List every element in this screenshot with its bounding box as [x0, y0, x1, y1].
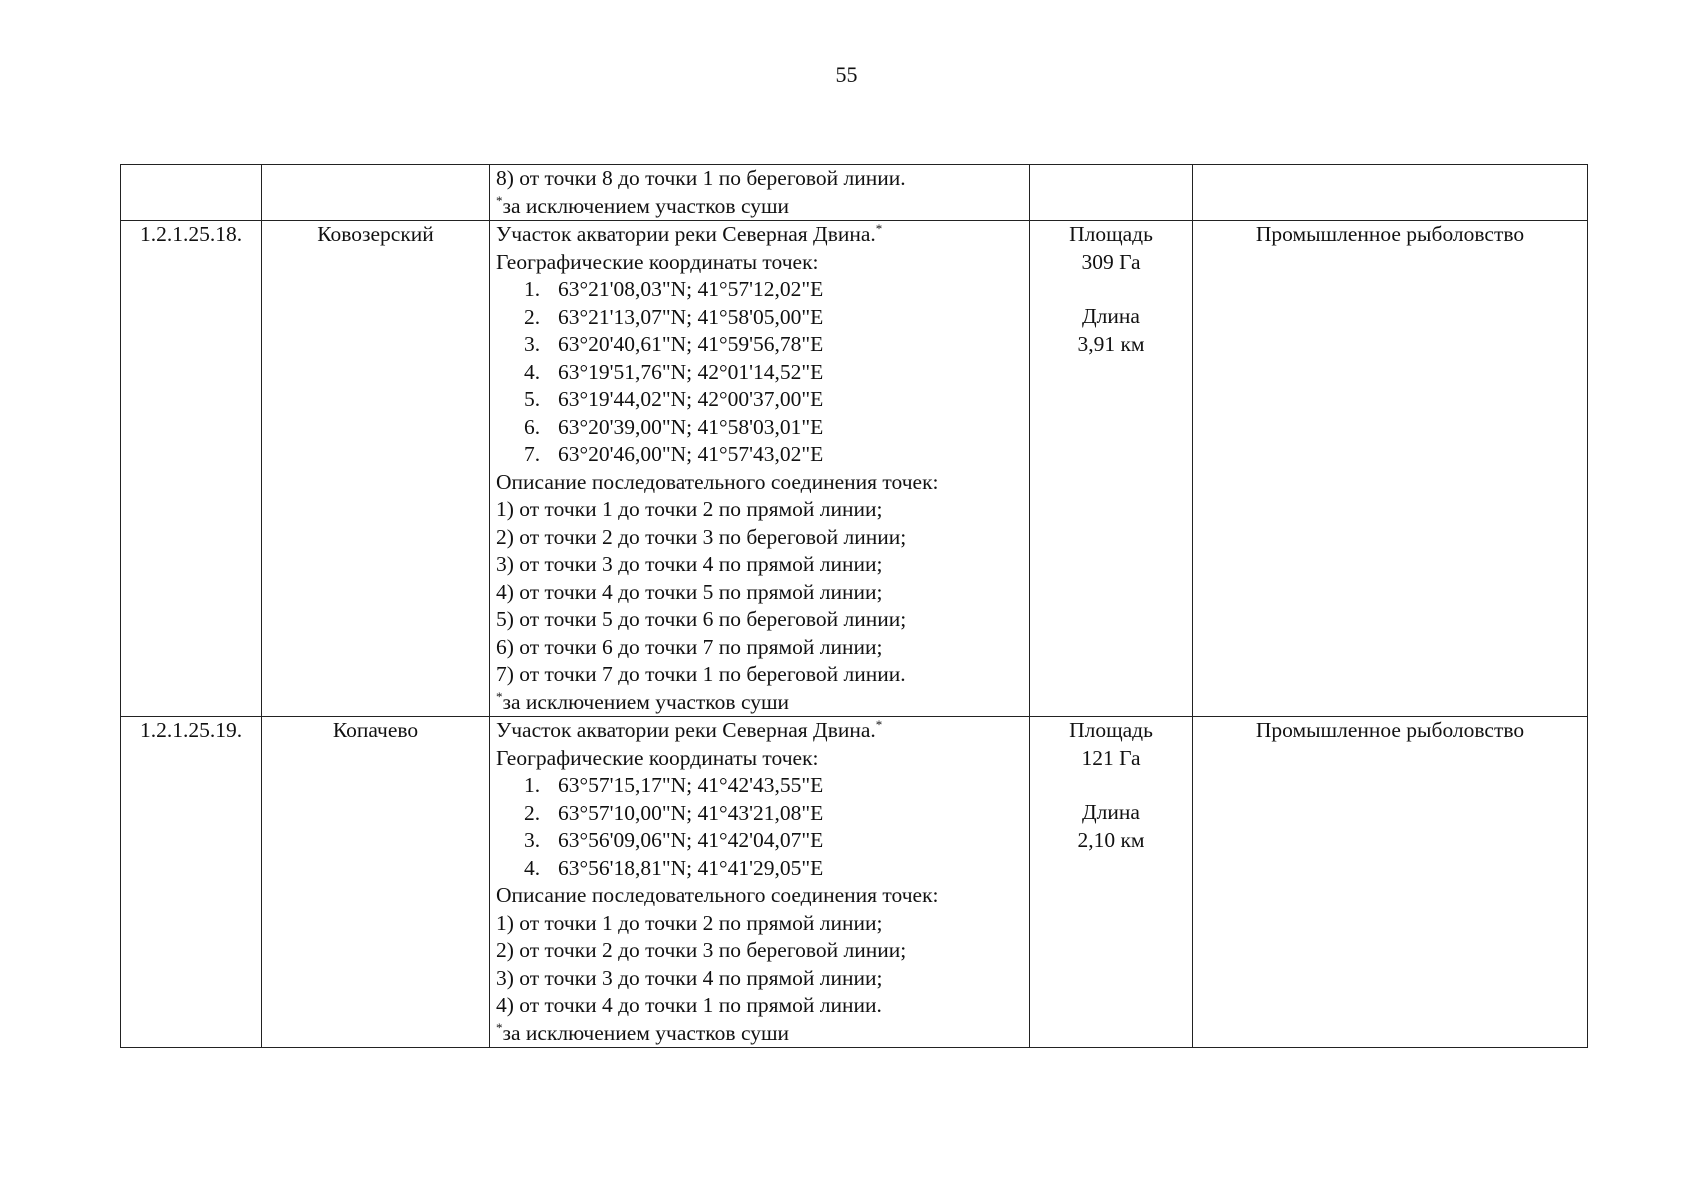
area-label: Площадь	[1069, 718, 1153, 742]
coords-header: Географические координаты точек:	[496, 249, 819, 274]
length-label: Длина	[1082, 304, 1140, 328]
footnote: *за исключением участков суши	[496, 688, 790, 714]
cell-size	[1030, 221, 1193, 717]
area-name: Копачево	[262, 717, 490, 1048]
coordinate-item: 5. 63°19'44,02"N; 42°00'37,00"E	[524, 387, 824, 411]
usage-type: Промышленное рыболовство	[1193, 717, 1588, 1048]
area-value: 309 Га	[1081, 249, 1141, 274]
row-number: 1.2.1.25.18.	[121, 221, 262, 717]
coordinate-item: 1. 63°57'15,17"N; 41°42'43,55"E	[524, 773, 824, 797]
cell-size	[1030, 717, 1193, 1048]
length-value: 2,10 км	[1077, 827, 1145, 852]
connection-line: 2) от точки 2 до точки 3 по береговой линии;	[496, 524, 907, 549]
connection-line: 4) от точки 4 до точки 1 по прямой линии.	[496, 993, 882, 1017]
coordinate-item: 6. 63°20'39,00"N; 41°58'03,01"E	[524, 414, 824, 439]
cell-description	[490, 717, 1030, 1048]
connection-line: 4) от точки 4 до точки 5 по прямой линии;	[496, 579, 883, 604]
cell-use	[1193, 165, 1588, 221]
connection-line: 3) от точки 3 до точки 4 по прямой линии;	[496, 965, 883, 990]
cell-description	[490, 165, 1030, 221]
coordinate-item: 2. 63°57'10,00"N; 41°43'21,08"E	[524, 800, 824, 825]
area-label: Площадь	[1069, 222, 1153, 246]
table-row	[121, 221, 1588, 717]
table-row	[121, 717, 1588, 1048]
row-number: 1.2.1.25.19.	[121, 717, 262, 1048]
connection-header: Описание последовательного соединения точек:	[496, 883, 939, 907]
coordinate-item: 1. 63°21'08,03"N; 41°57'12,02"E	[524, 277, 824, 301]
table-row-continuation	[121, 165, 1588, 221]
area-title: Участок акватории реки Северная Двина.*	[496, 716, 883, 742]
length-value: 3,91 км	[1077, 331, 1145, 356]
coordinate-item: 4. 63°56'18,81"N; 41°41'29,05"E	[524, 855, 824, 880]
cell-number	[121, 165, 262, 221]
connection-line: 6) от точки 6 до точки 7 по прямой линии;	[496, 634, 883, 659]
coordinate-item: 7. 63°20'46,00"N; 41°57'43,02"E	[524, 442, 824, 466]
connection-line: 1) от точки 1 до точки 2 по прямой линии;	[496, 910, 883, 935]
cell-name	[262, 165, 490, 221]
cell-description	[490, 221, 1030, 717]
connection-line: 5) от точки 5 до точки 6 по береговой линии;	[496, 607, 907, 631]
coordinate-item: 3. 63°56'09,06"N; 41°42'04,07"E	[524, 828, 824, 852]
connection-header: Описание последовательного соединения точек:	[496, 469, 939, 494]
connection-line: 1) от точки 1 до точки 2 по прямой линии;	[496, 497, 883, 521]
usage-type: Промышленное рыболовство	[1193, 221, 1588, 717]
coordinate-item: 3. 63°20'40,61"N; 41°59'56,78"E	[524, 332, 824, 356]
page-number: 55	[835, 62, 858, 87]
area-title: Участок акватории реки Северная Двина.*	[496, 220, 883, 246]
connection-line: 7) от точки 7 до точки 1 по береговой линии.	[496, 662, 906, 686]
length-label: Длина	[1082, 800, 1140, 824]
footnote: *за исключением участков суши	[496, 192, 790, 218]
cell-size	[1030, 165, 1193, 221]
connection-line: 2) от точки 2 до точки 3 по береговой линии;	[496, 938, 907, 962]
footnote: *за исключением участков суши	[496, 1019, 790, 1045]
coordinate-item: 4. 63°19'51,76"N; 42°01'14,52"E	[524, 359, 824, 384]
area-name: Ковозерский	[262, 221, 490, 717]
coordinate-item: 2. 63°21'13,07"N; 41°58'05,00"E	[524, 304, 824, 329]
fishing-areas-table	[120, 164, 1588, 1048]
area-value: 121 Га	[1081, 745, 1141, 770]
connection-line: 8) от точки 8 до точки 1 по береговой линии.	[496, 166, 906, 190]
connection-line: 3) от точки 3 до точки 4 по прямой линии;	[496, 552, 883, 576]
coords-header: Географические координаты точек:	[496, 745, 819, 770]
